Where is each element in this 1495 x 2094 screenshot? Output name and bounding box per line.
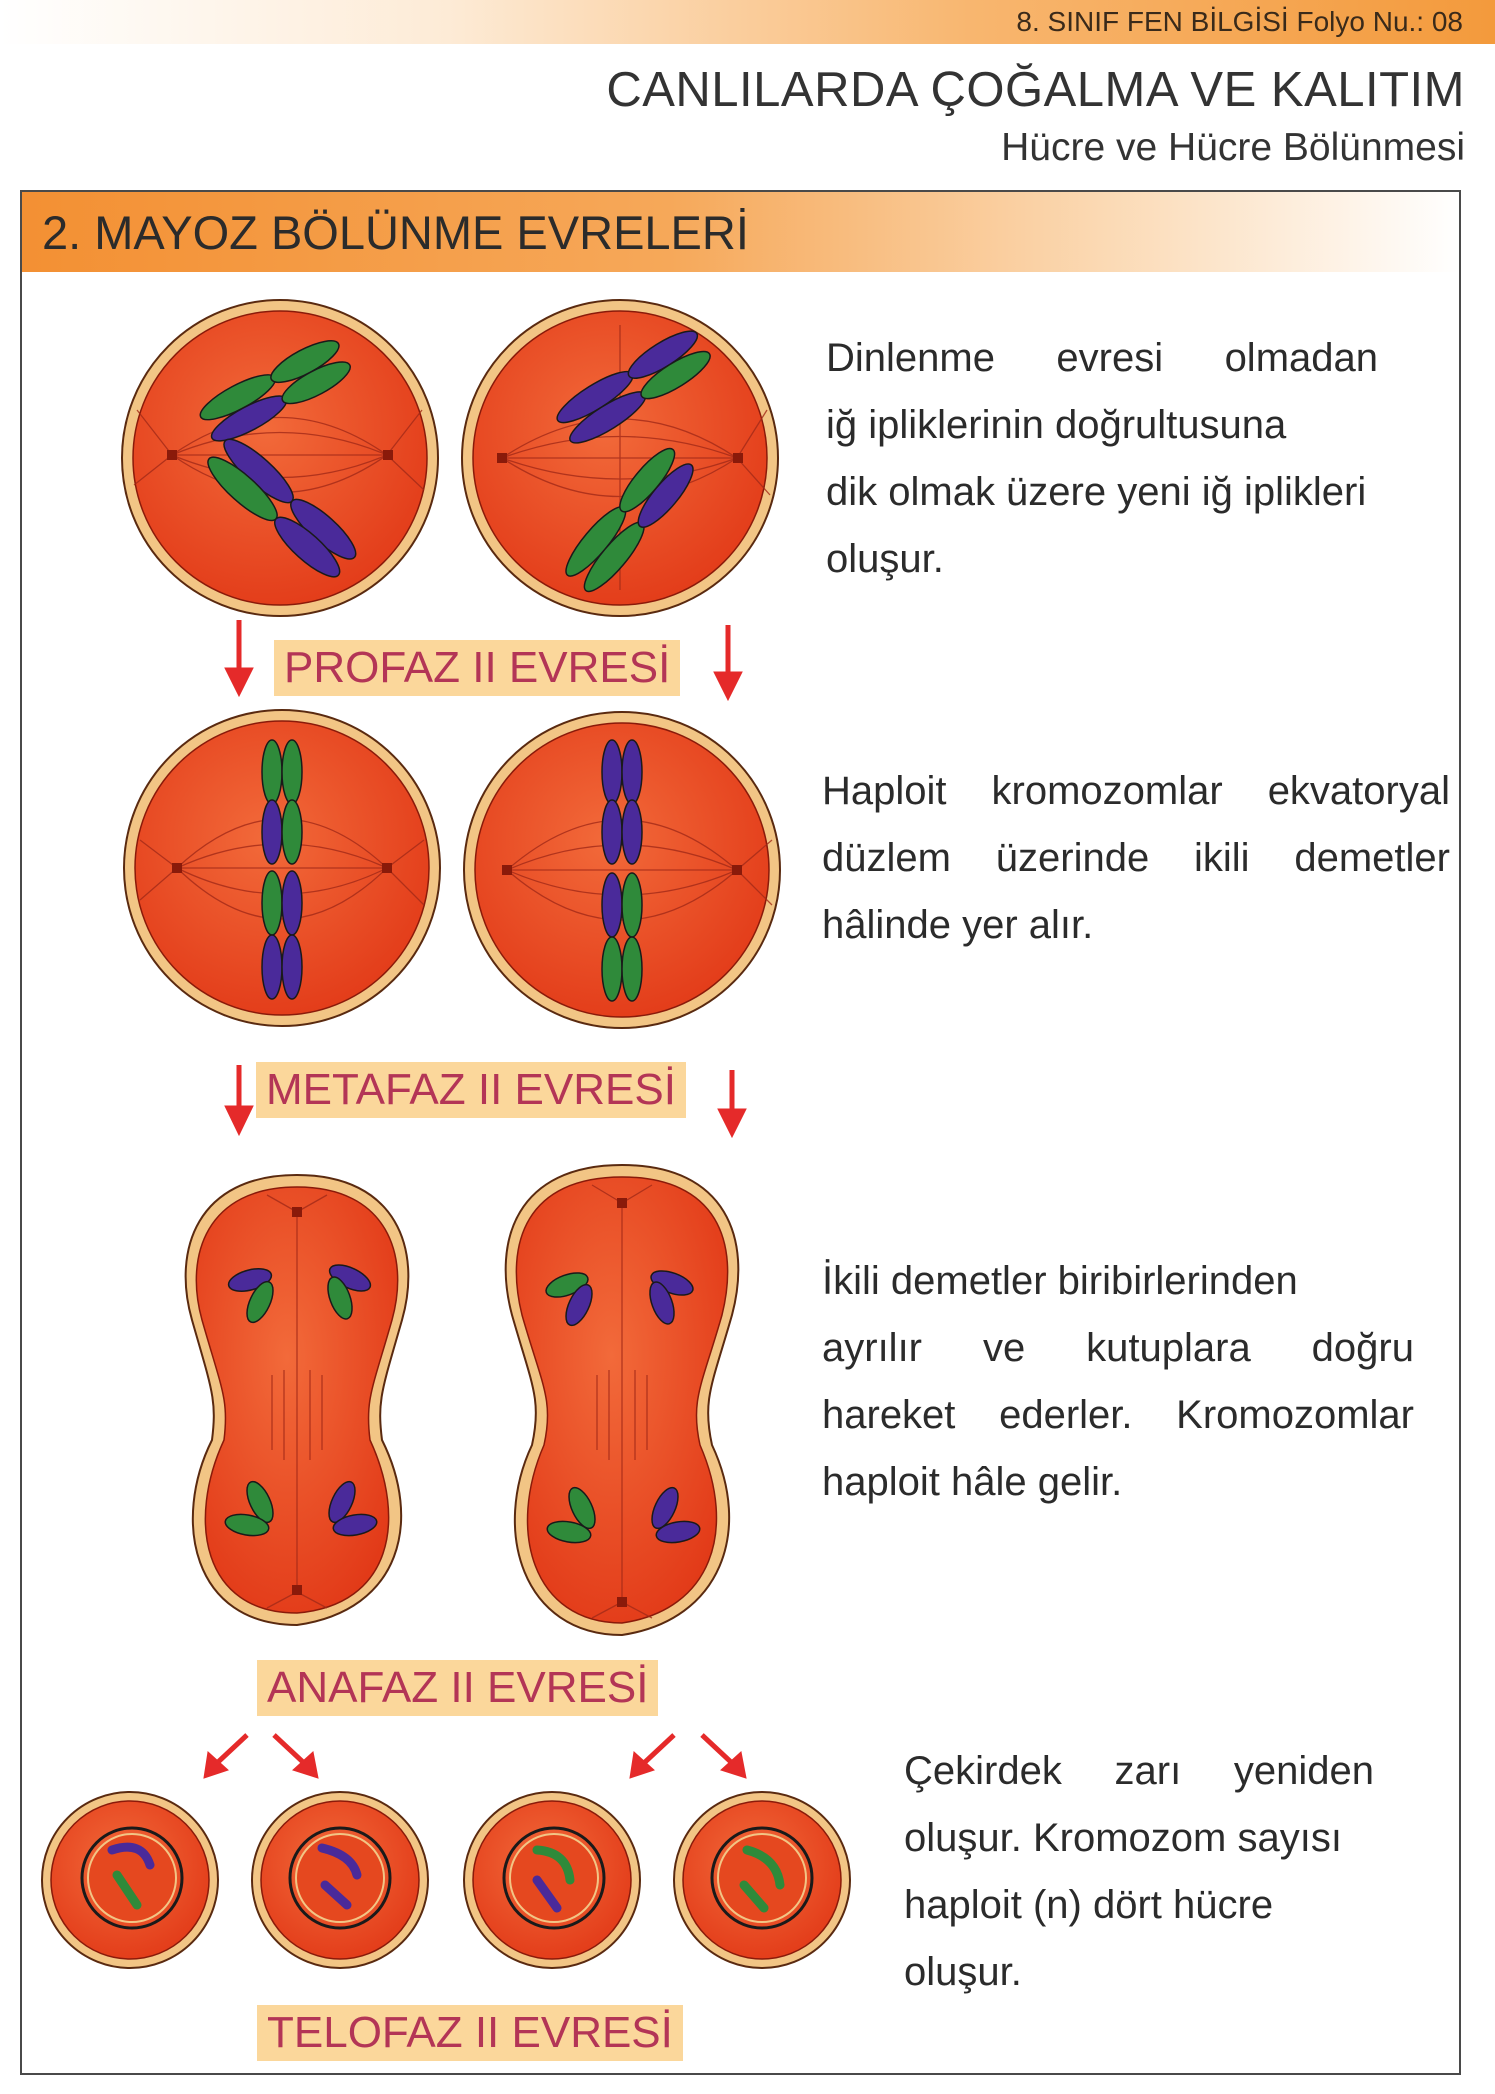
profaz-description [826,325,1378,593]
arrow-down-icon [225,620,253,696]
text-line: hareket ederler. Kromozomlar [822,1393,1414,1437]
arrow-down-icon [225,1065,253,1135]
text-line: dik olmak üzere yeni iğ iplikleri [826,470,1367,514]
text-line: ayrılır ve kutuplara doğru [822,1326,1414,1370]
telofaz-cell-3 [464,1792,640,1968]
metafaz-cell-right [464,712,780,1028]
metafaz-cell-left [124,710,440,1026]
stage-label-telofaz: TELOFAZ II EVRESİ [257,2005,683,2061]
anafaz-cell-left [186,1175,409,1625]
text-line: düzlem üzerinde ikili demetler [822,836,1450,880]
text-line: Haploit kromozomlar ekvatoryal [822,769,1450,813]
text-line: Dinlenme evresi olmadan [826,336,1378,380]
telofaz-cell-2 [252,1792,428,1968]
stage-label-anafaz: ANAFAZ II EVRESİ [257,1660,658,1716]
text-line: Çekirdek zarı yeniden [904,1749,1374,1793]
section-title: 2. MAYOZ BÖLÜNME EVRELERİ [42,206,749,259]
text-line: oluşur. [904,1950,1022,1994]
page-title: CANLILARDA ÇOĞALMA VE KALITIM [606,63,1465,117]
anafaz-cell-right [506,1165,739,1635]
text-line: oluşur. [826,537,944,581]
folio-number: 8. SINIF FEN BİLGİSİ Folyo Nu.: 08 [1016,6,1463,37]
profaz-cell-left [122,300,438,616]
text-line: oluşur. Kromozom sayısı [904,1816,1342,1860]
page-subtitle: Hücre ve Hücre Bölünmesi [1001,126,1465,169]
text-line: hâlinde yer alır. [822,903,1094,947]
text-line: iğ ipliklerinin doğrultusuna [826,403,1287,447]
arrow-down-icon [714,625,742,700]
meiosis-diagram [22,280,852,2070]
stage-label-profaz: PROFAZ II EVRESİ [274,640,680,696]
arrow-diagonal-icon [702,1735,746,1778]
arrow-down-icon [718,1070,746,1137]
arrow-diagonal-icon [204,1735,247,1778]
arrow-diagonal-icon [630,1735,674,1778]
text-line: haploit hâle gelir. [822,1460,1123,1504]
telofaz-cell-4 [674,1792,850,1968]
metafaz-description [822,758,1450,959]
arrow-diagonal-icon [274,1735,318,1778]
text-line: haploit (n) dört hücre [904,1883,1274,1927]
profaz-cell-right [462,300,778,616]
anafaz-description [822,1248,1414,1516]
telofaz-description [904,1738,1374,2006]
text-line: İkili demetler biribirlerinden [822,1259,1298,1303]
stage-label-metafaz: METAFAZ II EVRESİ [256,1062,686,1118]
telofaz-cell-1 [42,1792,218,1968]
